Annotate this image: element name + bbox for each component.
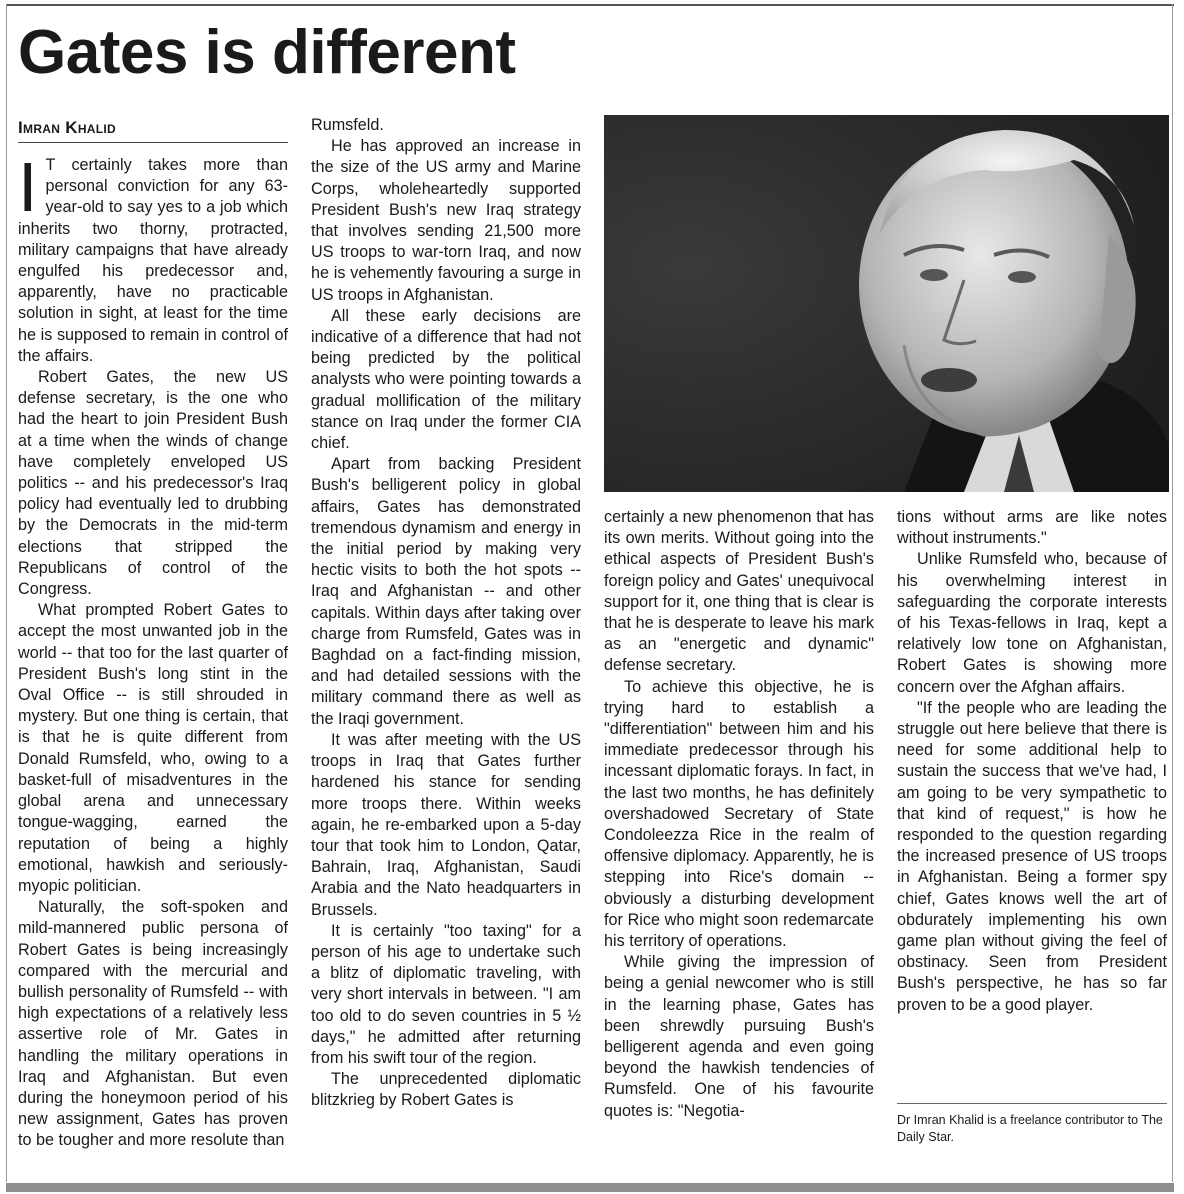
- paragraph-1-text: T certainly takes more than personal conviction for any 63-year-old to say yes to a job which inherits two thorny, protracted, military campaigns that have already engulfed his predecessor and, apparently, have no practicable solution in sight, at least for the time he is supposed to remain in control of the affairs.: [18, 156, 288, 365]
- paragraph-7: Apart from backing President Bush's belligerent policy in global affairs, Gates has demonstrated tremendous dynamism and energy in the initial period by making very hectic visits to both the hot spots -- Iraq and Afghanistan -- and other capitals. Within days after taking over charge from Rumsfeld, Gates was in Baghdad on a fact-finding mission, and had detailed sessions with the military command there as well as the Iraqi government.: [311, 455, 581, 728]
- paragraph-8: It was after meeting with the US troops in Iraq that Gates further hardened his stance for sending more troops there. Within weeks again, he re-embarked upon a 5-day tour that took him to London, Qatar, Bahrain, Iraq, Afghanistan, Saudi Arabia and the Nato headquarters in Brussels.: [311, 730, 581, 919]
- paragraph-6: All these early decisions are indicative of a difference that had not being predicted by the political analysts who were pointing towards a gradual mollification of the military stance on Iraq under the former CIA chief.: [311, 306, 581, 453]
- paragraph-10: The unprecedented diplomatic blitzkrieg by Robert Gates is: [311, 1070, 581, 1110]
- author-footnote: Dr Imran Khalid is a freelance contributor to The Daily Star.: [897, 1113, 1163, 1144]
- paragraph-9: It is certainly "too taxing" for a person of his age to undertake such a blitz of diplomatic traveling, with very short intervals in between. "I am too old to do seven countries in 5 ½ days," he admitted after returning from his swift tour of the region.: [311, 921, 581, 1067]
- paragraph-4: Naturally, the soft-spoken and mild-mannered public persona of Robert Gates is being increasingly compared with the mercurial and bullish personality of Rumsfeld -- with high expectations of a relatively less assertive role of Mr. Gates in handling the military operations in Iraq and Afghanistan. But even during the honeymoon period of his new assignment, Gates has proven to be tougher and more resolute than: [18, 898, 288, 1150]
- paragraph-12: To achieve this objective, he is trying hard to establish a "differentiation" between him and his immediate predecessor through his incessant diplomatic forays. In fact, in the last two months, he has definitely overshadowed Secretary of State Condoleezza Rice in the realm of offensive diplomacy. Apparently, he is stepping into Rice's domain -- obviously a disturbing development for Rice who might soon redemarcate his territory of operations.: [604, 677, 874, 951]
- paragraph-3: What prompted Robert Gates to accept the most unwanted job in the world -- that too for the last quarter of President Bush's long stint in the Oval Office -- is still shrouded in mystery. But one thing is certain, that is that he is quite different from Donald Rumsfeld, who, owing to a basket-full of misadventures in the global arena and unnecessary tongue-wagging, earned the reputation of being a highly emotional, hawkish and seriously-myopic politician.: [18, 601, 288, 895]
- footnote-rule: [897, 1103, 1167, 1104]
- article-column-2: [311, 115, 581, 1112]
- headline: Gates is different: [18, 18, 516, 87]
- left-rule: [6, 4, 7, 1182]
- paragraph-11: certainly a new phenomenon that has its own merits. Without going into the ethical aspects of President Bush's foreign policy and Gates' unequivocal support for it, one thing that is clear is that he is desperate to leave his mark as an "energetic and dynamic" defense secretary.: [604, 508, 874, 675]
- drop-cap: I: [18, 148, 38, 226]
- paragraph-15: Unlike Rumsfeld who, because of his overwhelming interest in safeguarding the corporate interests of his Texas-fellows in Iraq, kept a relatively low tone on Afghanistan, Robert Gates is showing more concern over the Afghan affairs.: [897, 550, 1167, 696]
- paragraph-2: Robert Gates, the new US defense secretary, is the one who had the heart to join President Bush at a time when the winds of change have completely enveloped US politics -- and his predecessor's Iraq policy had eventually led to drubbing by the Democrats in the mid-term elections that stripped the Republicans of control of the Congress.: [18, 368, 288, 599]
- bottom-bar: [6, 1183, 1174, 1192]
- paragraph-16: "If the people who are leading the struggle out here believe that there is need for some additional help to sustain the success that we've had, I am going to be very sympathetic to that kind of request," is how he responded to the question regarding the increased presence of US troops in Afghanistan. Being a former spy chief, Gates knows well the art of obdurately implementing his own game plan without giving the feel of obstinacy. Seen from President Bush's perspective, he has so far proven to be a good player.: [897, 698, 1167, 1014]
- article-column-4: [897, 507, 1167, 1016]
- article-photo: [604, 115, 1169, 492]
- top-rule: [6, 4, 1174, 6]
- paragraph-13: While giving the impression of being a genial newcomer who is still in the learning phase, Gates has been shrewdly pursuing Bush's belligerent agenda and even going beyond the hawkish tendencies of Rumsfeld. One of his favourite quotes is: "Negotia-: [604, 953, 874, 1120]
- article-column-3: [604, 507, 874, 1122]
- portrait-photo-illustration: [604, 115, 1169, 492]
- byline-rule: [18, 142, 288, 143]
- paragraph-14: tions without arms are like notes without instruments.": [897, 508, 1167, 548]
- byline: Imran Khalid: [18, 118, 116, 137]
- paragraph-5: He has approved an increase in the size of the US army and Marine Corps, wholeheartedly supported President Bush's new Iraq strategy that involves sending 21,500 more US troops to war-torn Iraq, and now he is vehemently favouring a surge in US troops in Afghanistan.: [311, 137, 581, 304]
- paragraph-1: [18, 148, 288, 367]
- paragraph-continuation: Rumsfeld.: [311, 116, 384, 134]
- right-rule: [1172, 4, 1173, 1182]
- article-column-1: [18, 148, 288, 1152]
